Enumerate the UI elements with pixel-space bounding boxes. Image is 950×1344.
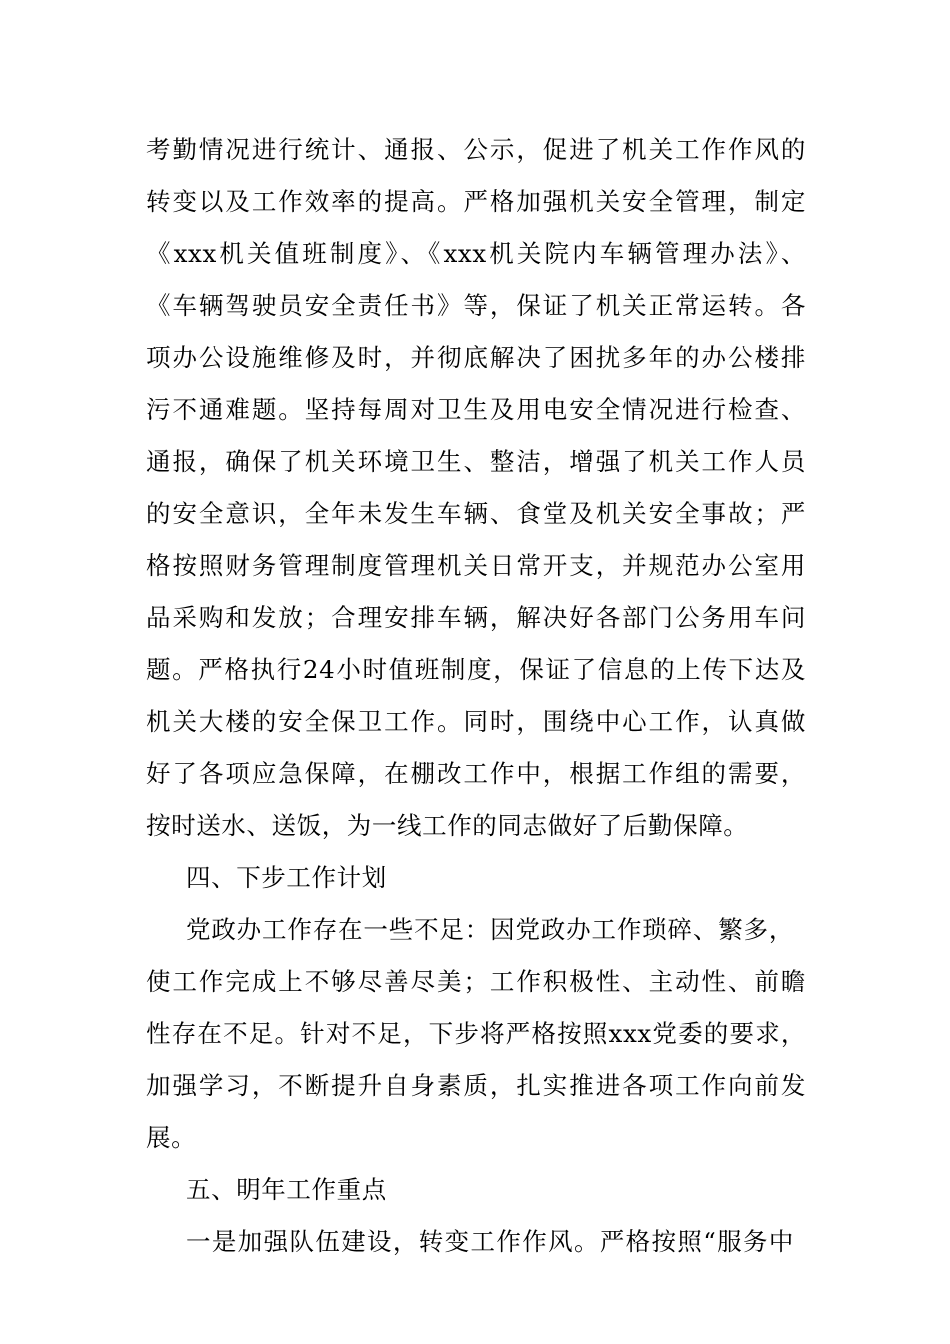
body-text-line: 性存在不足。针对不足，下步将严格按照xxx党委的要求， [146, 1019, 806, 1048]
body-text-line: 题。严格执行24小时值班制度，保证了信息的上传下达及 [146, 655, 806, 684]
body-text-line: 好了各项应急保障，在棚改工作中，根据工作组的需要， [146, 759, 806, 788]
body-text-line: 展。 [146, 1123, 197, 1152]
body-text-line: 污不通难题。坚持每周对卫生及用电安全情况进行检查、 [146, 395, 806, 424]
body-text-line: 一是加强队伍建设，转变工作作风。严格按照“服务中 [186, 1227, 794, 1256]
body-text-line: 的安全意识，全年未发生车辆、食堂及机关安全事故；严 [146, 499, 806, 528]
body-text-line: 通报，确保了机关环境卫生、整洁，增强了机关工作人员 [146, 447, 806, 476]
body-text-line: 党政办工作存在一些不足：因党政办工作琐碎、繁多， [186, 915, 794, 944]
section-heading: 五、明年工作重点 [186, 1175, 387, 1204]
body-text-line: 考勤情况进行统计、通报、公示，促进了机关工作作风的 [146, 135, 806, 164]
body-text-line: 按时送水、送饭，为一线工作的同志做好了后勤保障。 [146, 811, 749, 840]
body-text-line: 使工作完成上不够尽善尽美；工作积极性、主动性、前瞻 [146, 967, 806, 996]
body-text-line: 加强学习，不断提升自身素质，扎实推进各项工作向前发 [146, 1071, 806, 1100]
body-text-line: 项办公设施维修及时，并彻底解决了困扰多年的办公楼排 [146, 343, 806, 372]
body-text-line: 机关大楼的安全保卫工作。同时，围绕中心工作，认真做 [146, 707, 806, 736]
body-text-line: 转变以及工作效率的提高。严格加强机关安全管理，制定 [146, 187, 806, 216]
section-heading: 四、下步工作计划 [186, 863, 387, 892]
body-text-line: 品采购和发放；合理安排车辆，解决好各部门公务用车问 [146, 603, 806, 632]
body-text-line: 《xxx机关值班制度》、《xxx机关院内车辆管理办法》、 [146, 239, 806, 268]
body-text-line: 格按照财务管理制度管理机关日常开支，并规范办公室用 [146, 551, 806, 580]
body-text-line: 《车辆驾驶员安全责任书》等，保证了机关正常运转。各 [146, 291, 806, 320]
